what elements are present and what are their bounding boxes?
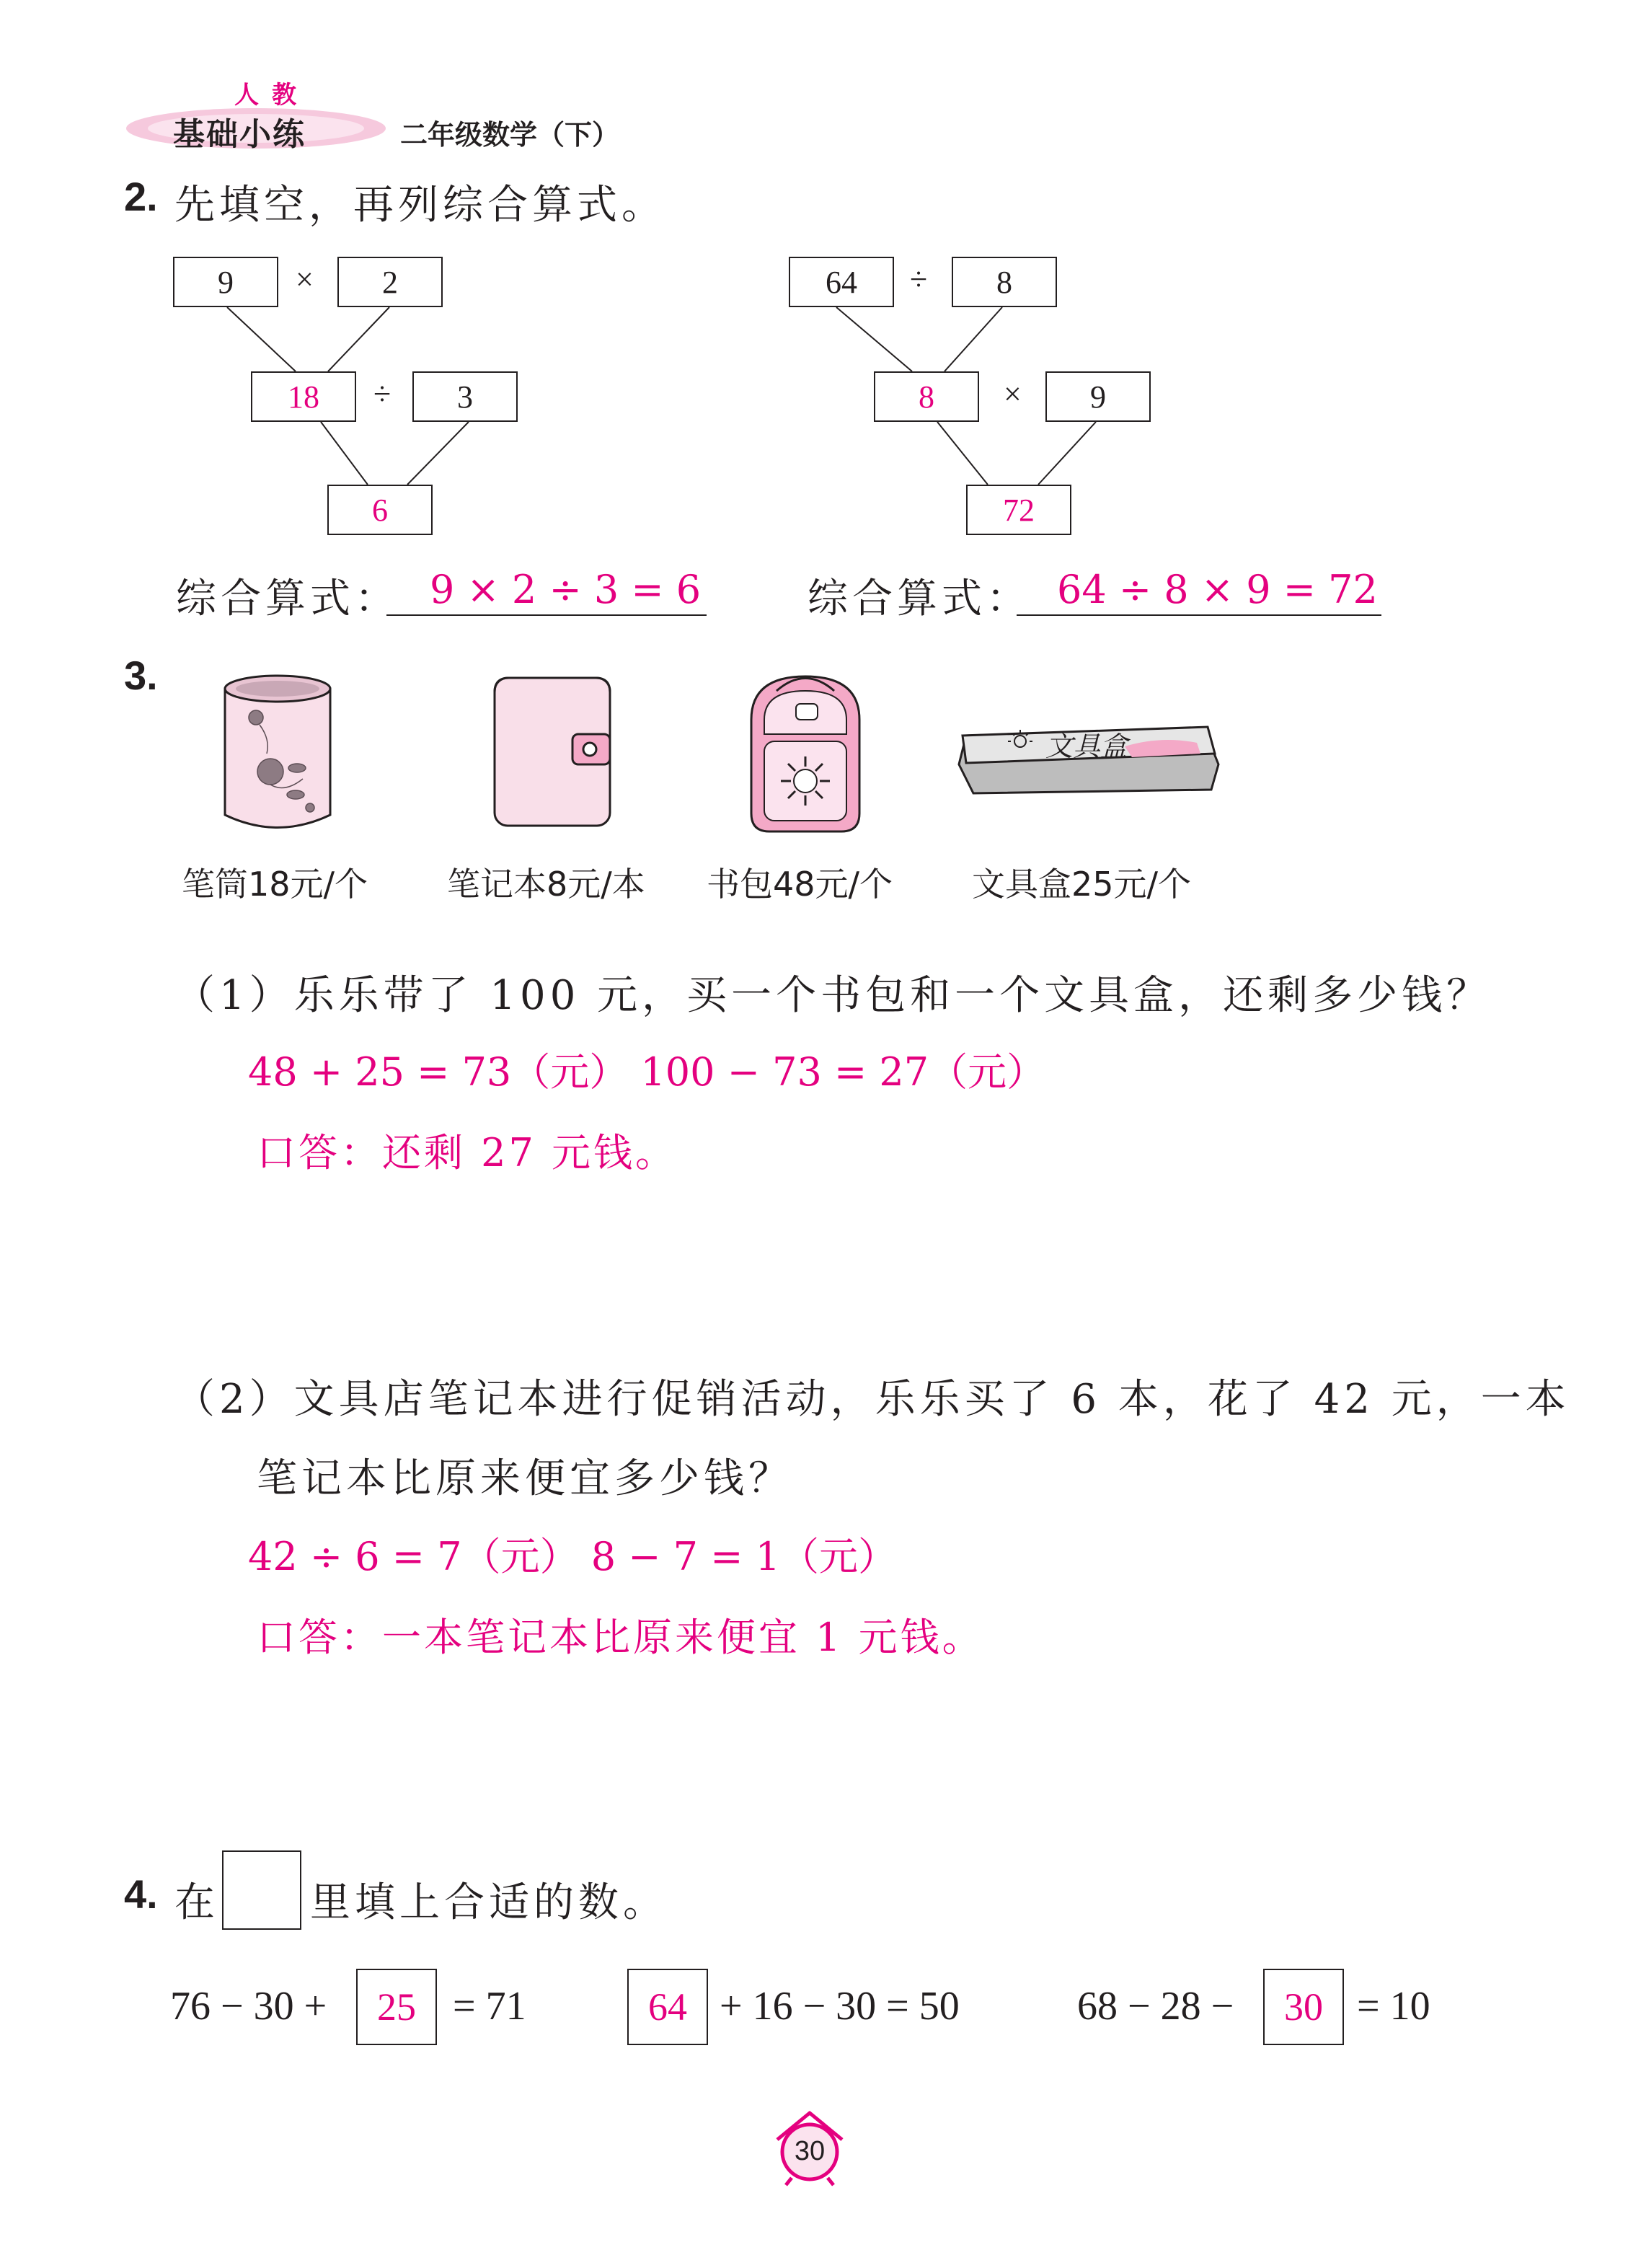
sub2-question-line1: （2）文具店笔记本进行促销活动，乐乐买了 6 本，花了 42 元，一本 xyxy=(174,1376,1570,1423)
sample-empty-box xyxy=(222,1850,301,1930)
tree1-box-a: 9 xyxy=(173,257,278,307)
pen-holder-icon xyxy=(216,671,339,837)
tree1-result-1: 18 xyxy=(251,371,356,422)
item-label-pen-holder: 笔筒18元/个 xyxy=(182,865,368,904)
tree1-op1: × xyxy=(296,262,314,297)
question-prompt: 先填空，再列综合算式。 xyxy=(174,182,666,229)
formula-label-2: 综合算式： xyxy=(808,575,1031,622)
backpack-icon xyxy=(737,662,874,839)
formula-line-1 xyxy=(386,614,707,616)
pencil-case-text: 文具盒 xyxy=(1045,731,1128,762)
eq2-right: + 16 − 30 = 50 xyxy=(720,1984,960,2029)
eq1-right: = 71 xyxy=(453,1984,526,2029)
eq3-left: 68 − 28 − xyxy=(1077,1984,1234,2029)
tree1-result-2: 6 xyxy=(327,485,433,535)
tree1-box-c: 3 xyxy=(412,371,518,422)
item-label-notebook: 笔记本8元/本 xyxy=(447,865,645,904)
tree1-box-b: 2 xyxy=(337,257,443,307)
grade-label: 二年级数学（下） xyxy=(400,119,620,151)
tree2-box-b: 8 xyxy=(952,257,1057,307)
prompt-pre: 在 xyxy=(174,1879,219,1926)
question-number: 3. xyxy=(124,653,158,698)
sub1-answer: 口答：还剩 27 元钱。 xyxy=(257,1130,678,1175)
sub2-question-line2: 笔记本比原来便宜多少钱？ xyxy=(257,1455,793,1502)
page-number: 30 xyxy=(794,2136,826,2166)
formula-label-1: 综合算式： xyxy=(176,575,399,622)
item-label-pencil-case: 文具盒25元/个 xyxy=(972,865,1192,904)
tree2-op2: × xyxy=(1004,376,1022,412)
tree2-box-a: 64 xyxy=(789,257,894,307)
eq3-right: = 10 xyxy=(1357,1984,1430,2029)
question-number: 4. xyxy=(124,1871,158,1917)
formula-line-2 xyxy=(1017,614,1381,616)
sub2-work: 42 ÷ 6 = 7（元） 8 − 7 = 1（元） xyxy=(248,1534,897,1579)
eq2-fill: 64 xyxy=(627,1969,708,2045)
tree1-op2: ÷ xyxy=(373,376,391,412)
formula-2: 64 ÷ 8 × 9 = 72 xyxy=(1057,567,1378,612)
sub2-answer: 口答：一本笔记本比原来便宜 1 元钱。 xyxy=(257,1615,984,1660)
tree2-op1: ÷ xyxy=(910,262,928,297)
eq1-left: 76 − 30 + xyxy=(170,1984,327,2029)
item-label-backpack: 书包48元/个 xyxy=(707,865,893,904)
formula-1: 9 × 2 ÷ 3 = 6 xyxy=(430,567,702,612)
prompt-post: 里填上合适的数。 xyxy=(310,1879,668,1926)
eq1-fill: 25 xyxy=(356,1969,437,2045)
tree2-box-c: 9 xyxy=(1045,371,1151,422)
sub1-work: 48 + 25 = 73（元） 100 − 73 = 27（元） xyxy=(248,1049,1046,1095)
tree2-result-1: 8 xyxy=(874,371,979,422)
eq3-fill: 30 xyxy=(1263,1969,1344,2045)
sub1-question: （1）乐乐带了 100 元，买一个书包和一个文具盒，还剩多少钱？ xyxy=(174,972,1492,1019)
tree2-result-2: 72 xyxy=(966,485,1071,535)
question-number: 2. xyxy=(124,174,158,219)
series-top: 人教 xyxy=(234,81,309,110)
series-name: 基础小练 xyxy=(173,116,306,153)
notebook-icon xyxy=(487,671,617,837)
